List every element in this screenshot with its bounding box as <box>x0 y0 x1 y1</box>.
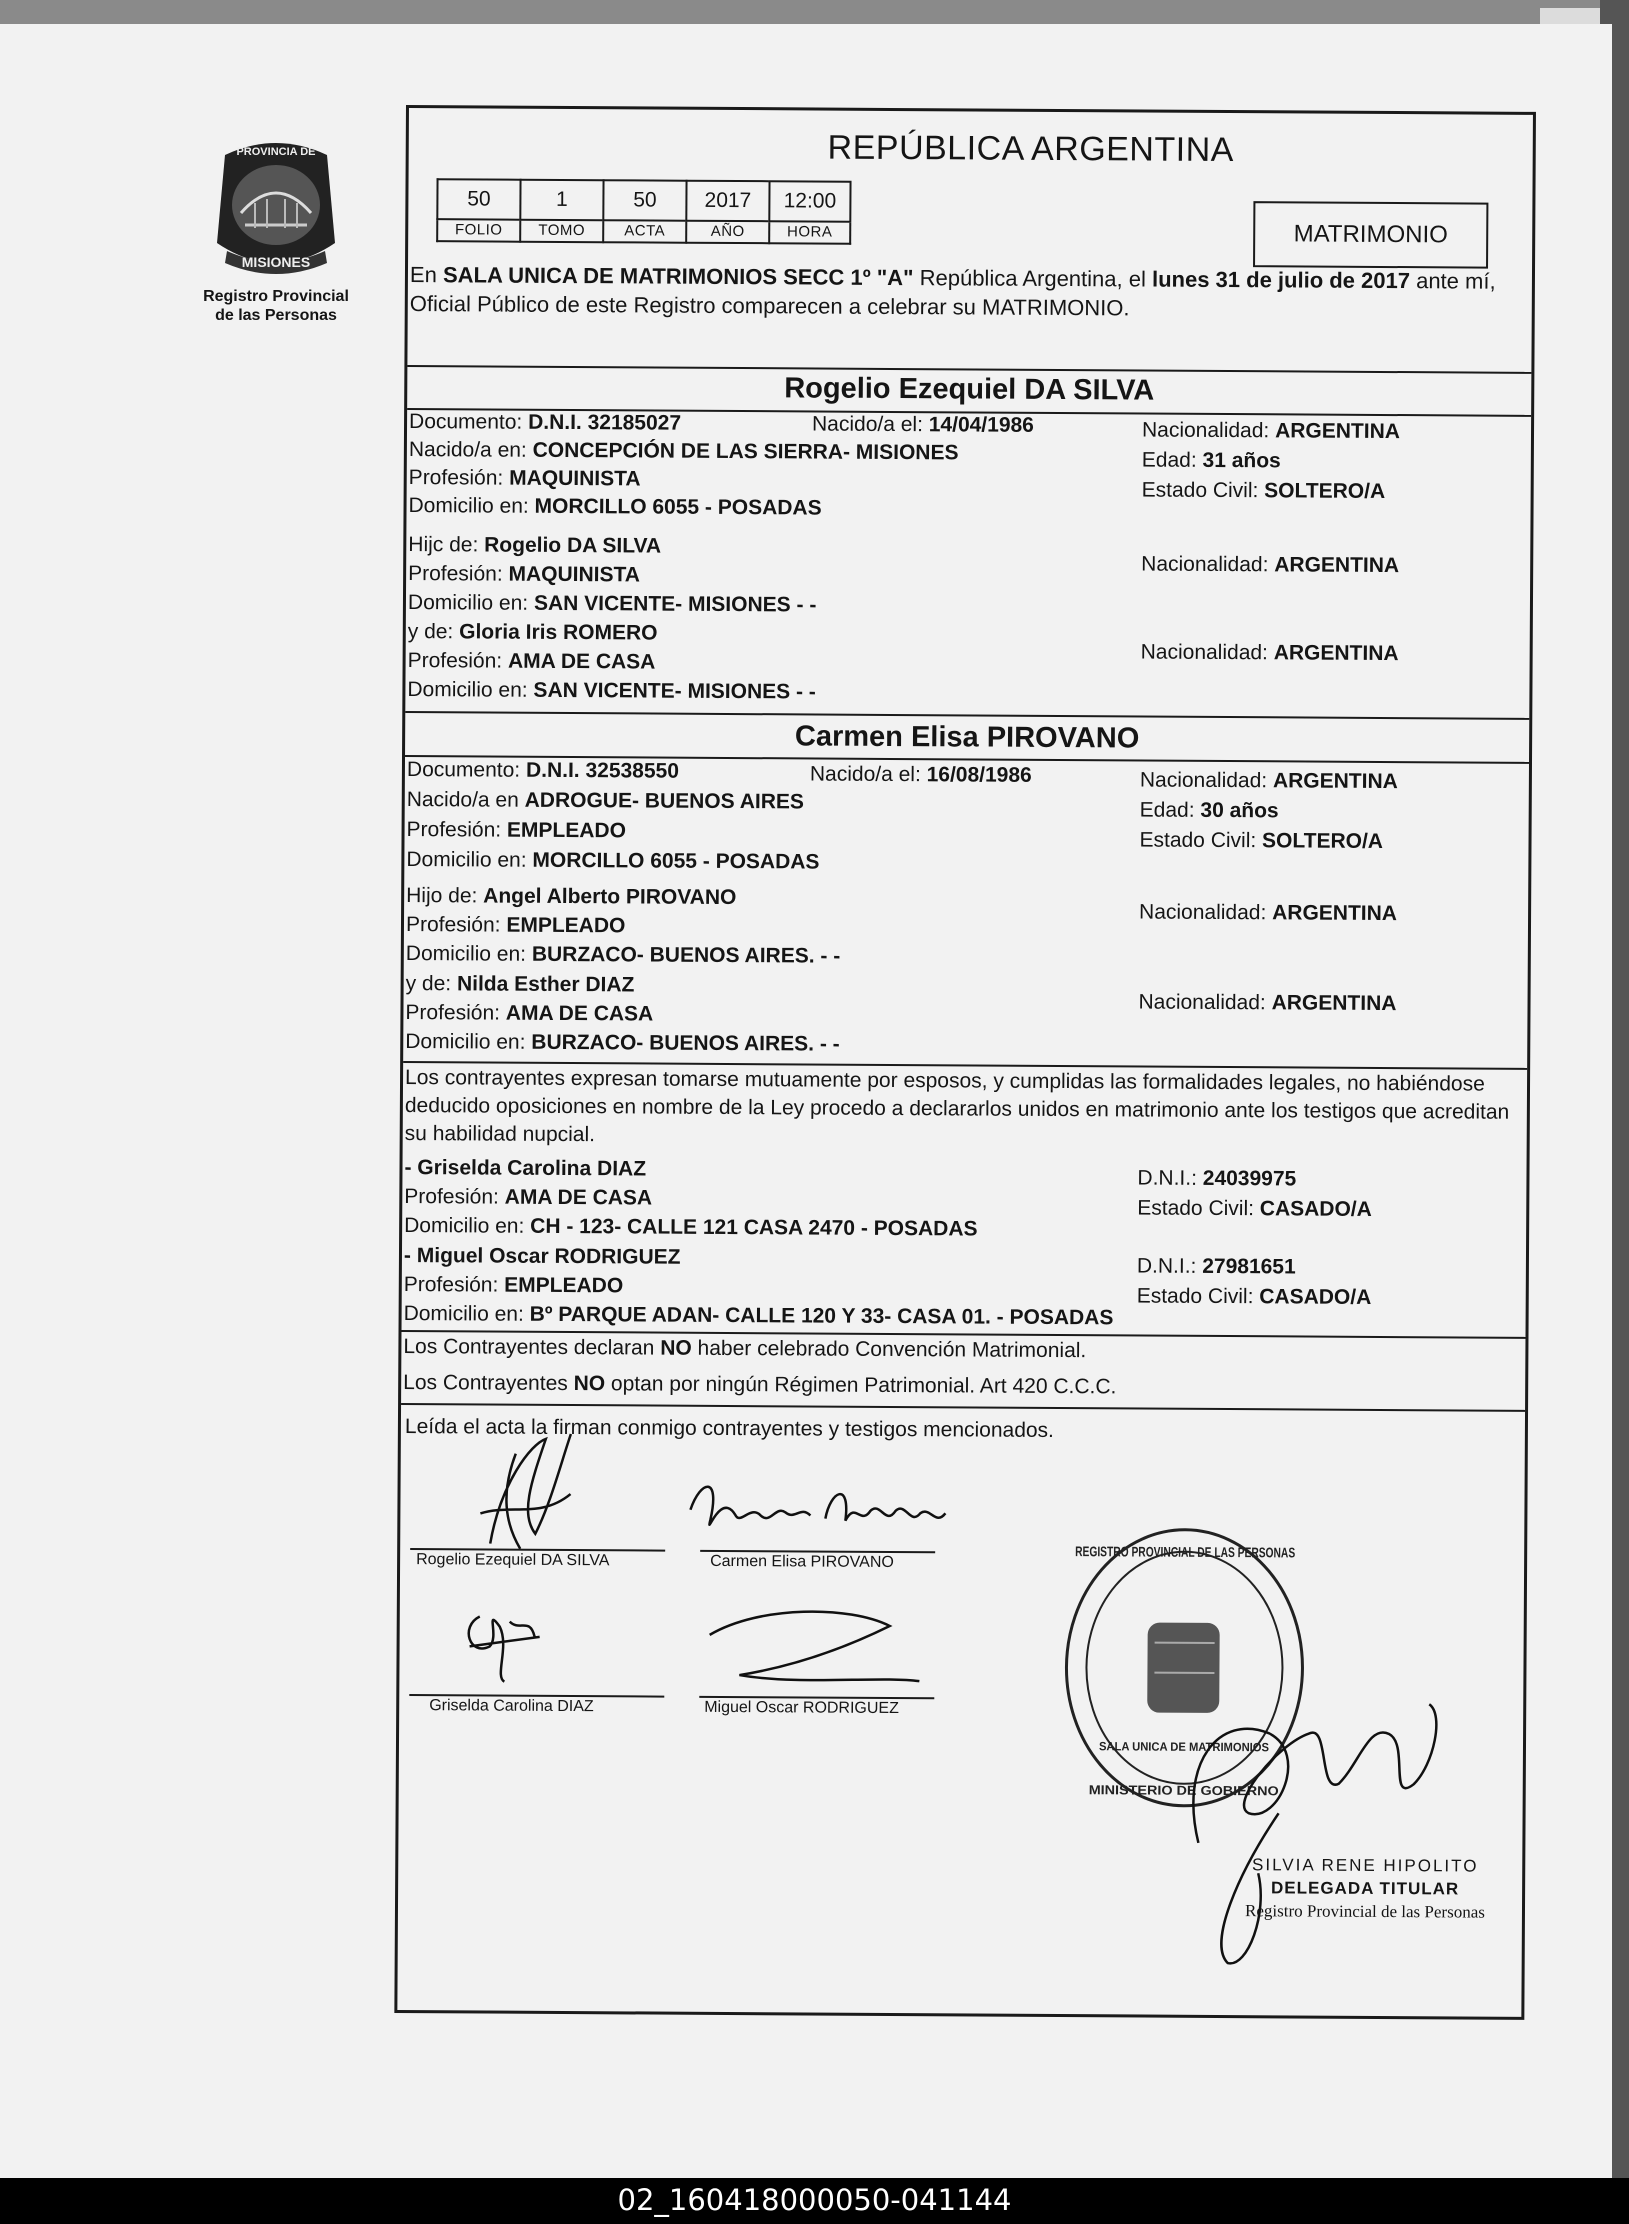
value: CASADO/A <box>1259 1197 1372 1221</box>
text: Los Contrayentes declaran <box>403 1335 661 1360</box>
signature-griselda-icon <box>439 1596 560 1687</box>
label: Profesión: <box>404 1185 505 1209</box>
intro-text: En <box>409 262 444 288</box>
value: D.N.I. 32538550 <box>525 758 680 783</box>
label: Nacionalidad: <box>1141 418 1276 443</box>
value: EMPLEADO <box>506 818 627 843</box>
signature-label-miguel: Miguel Oscar RODRIGUEZ <box>704 1698 899 1718</box>
value: D.N.I. 32185027 <box>528 410 682 435</box>
spouse1-profession <box>409 466 641 491</box>
witness2-profession <box>404 1273 624 1298</box>
spouse2-father-address <box>406 942 841 969</box>
value: ARGENTINA <box>1272 769 1398 794</box>
spouse2-birth-place <box>407 788 804 814</box>
value: 31 años <box>1202 448 1281 473</box>
label: Estado Civil: <box>1139 828 1263 853</box>
spouse1-mother-profession <box>408 649 656 675</box>
label: Profesión: <box>406 818 508 842</box>
spouse2-father <box>406 884 736 910</box>
spouse1-civil-status <box>1142 479 1386 504</box>
spouse2-mother-nationality <box>1138 990 1396 1016</box>
registry-value: 50 <box>436 178 519 221</box>
value: 24039975 <box>1202 1166 1297 1191</box>
spouse1-father <box>408 533 661 559</box>
spouse2-father-nationality <box>1139 900 1397 926</box>
text: Los Contrayentes <box>403 1371 574 1396</box>
label: Edad: <box>1141 448 1203 472</box>
seal-inner-text: SALA UNICA DE MATRIMONIOS <box>1098 1739 1282 1755</box>
spouse2-age <box>1140 798 1279 823</box>
spouse2-civil-status <box>1139 828 1383 853</box>
signature-label-carmen: Carmen Elisa PIROVANO <box>710 1552 894 1572</box>
label: Domicilio en: <box>404 1214 531 1238</box>
spouse1-mother-nationality <box>1141 640 1399 666</box>
logo-arc-top: PROVINCIA DE <box>236 146 316 158</box>
convention-line1 <box>403 1335 1086 1363</box>
value: AMA DE CASA <box>507 649 656 674</box>
label: Domicilio en: <box>408 494 535 518</box>
value: CASADO/A <box>1259 1285 1372 1309</box>
label: Estado Civil: <box>1141 478 1265 503</box>
value: ARGENTINA <box>1272 901 1398 926</box>
value: SAN VICENTE- MISIONES - - <box>533 678 816 704</box>
label: Estado Civil: <box>1137 1196 1260 1221</box>
spouse2-nationality <box>1140 768 1398 794</box>
signature-label-rogelio: Rogelio Ezequiel DA SILVA <box>416 1551 610 1570</box>
spouse1-mother-address <box>407 678 816 704</box>
spouse1-document <box>409 410 681 436</box>
value: CONCEPCIÓN DE LAS SIERRA- MISIONES <box>532 438 959 465</box>
convention-line2 <box>403 1371 1116 1399</box>
value: Bº PARQUE ADAN- CALLE 120 Y 33- CASA 01. - POSADAS <box>529 1302 1114 1330</box>
value: SAN VICENTE- MISIONES - - <box>533 591 817 617</box>
witness1-profession <box>404 1185 652 1211</box>
official-stamp <box>1230 1853 1500 1924</box>
label: Nacionalidad: <box>1139 768 1274 793</box>
label: Nacionalidad: <box>1141 552 1275 577</box>
label: D.N.I.: <box>1137 1166 1203 1190</box>
spouse2-profession <box>406 818 626 843</box>
spouse1-birth-place <box>409 438 959 465</box>
value: Angel Alberto PIROVANO <box>483 884 737 910</box>
witness1-name <box>404 1156 646 1181</box>
label: Nacionalidad: <box>1138 990 1272 1015</box>
signature-miguel-icon <box>699 1595 930 1696</box>
value: ADROGUE- BUENOS AIRES <box>524 788 804 814</box>
intro-text: ante mí, Oficial Público de este Registro comparecen a celebrar su MATRIMONIO. <box>409 268 1496 321</box>
label: Profesión: <box>405 913 507 937</box>
value: BURZACO- BUENOS AIRES. - - <box>531 942 841 968</box>
value: EMPLEADO <box>504 1273 624 1298</box>
spouse1-birth-date <box>812 412 1034 437</box>
registry-value: 2017 <box>685 180 768 223</box>
value: CH - 123- CALLE 121 CASA 2470 - POSADAS <box>530 1214 978 1241</box>
spouse2-address <box>406 848 819 875</box>
registry-hora <box>768 180 851 245</box>
spouse2-mother-profession <box>405 1001 653 1027</box>
label: Documento: <box>408 410 529 434</box>
value: ARGENTINA <box>1275 419 1401 444</box>
spouse1-mother <box>408 620 658 646</box>
closing-text: Leída el acta la firman conmigo contrayentes y testigos mencionados. <box>404 1415 1055 1442</box>
value: ARGENTINA <box>1271 991 1397 1016</box>
value: ARGENTINA <box>1274 553 1400 578</box>
spouse2-mother-address <box>405 1030 840 1057</box>
intro-date: lunes 31 de julio de 2017 <box>1151 266 1411 294</box>
spouse1-nationality <box>1142 419 1400 445</box>
witness2-dni <box>1137 1254 1296 1279</box>
label: Profesión: <box>403 1273 505 1297</box>
spouse2-name: Carmen Elisa PIROVANO <box>794 720 1140 755</box>
label: Nacido/a el: <box>811 412 929 437</box>
spouse1-name: Rogelio Ezequiel DA SILVA <box>784 372 1155 407</box>
label: Hijo de: <box>406 884 484 908</box>
seal-bottom-text: MINISTERIO DE GOBIERNO <box>1088 1782 1261 1799</box>
intro-place: SALA UNICA DE MATRIMONIOS SECC 1º "A" <box>442 262 914 291</box>
document-id: 02_160418000050-041144 <box>617 2183 1012 2217</box>
label: Hijc de: <box>408 533 485 557</box>
provincia-misiones-coat-of-arms-icon <box>205 133 347 283</box>
label: Profesión: <box>407 649 509 673</box>
witness1-civil-status <box>1137 1196 1372 1221</box>
value: MORCILLO 6055 - POSADAS <box>534 494 822 520</box>
label: Estado Civil: <box>1136 1284 1260 1309</box>
divider <box>401 1403 1525 1412</box>
declaration-paragraph: Los contrayentes expresan tomarse mutuamente por esposos, y cumplidas las formalidades legales, no habiéndose deducido oposiciones en nombre de la Ley procedo a declararlos unidos en matrimonio ante los testigos que acreditan su habilidad nupcial. <box>404 1066 1510 1147</box>
value: 16/08/1986 <box>926 763 1032 787</box>
seal-outer-text: REGISTRO PROVINCIAL DE LAS PERSONAS <box>1075 1543 1377 1561</box>
spouse2-mother <box>406 972 635 997</box>
logo-caption-line2: de las Personas <box>215 307 337 324</box>
registry-acta <box>602 179 685 244</box>
witness1-dni <box>1137 1166 1296 1191</box>
official-role: DELEGADA TITULAR <box>1270 1878 1460 1899</box>
value: 30 años <box>1200 798 1279 823</box>
label: Nacionalidad: <box>1140 640 1274 665</box>
label: Profesión: <box>408 562 509 586</box>
value: MAQUINISTA <box>508 562 641 587</box>
value: Gloria Iris ROMERO <box>459 620 658 645</box>
label: D.N.I.: <box>1136 1254 1203 1278</box>
label: y de: <box>405 972 458 996</box>
value: AMA DE CASA <box>504 1185 653 1210</box>
witness2-civil-status <box>1137 1284 1372 1309</box>
label: Domicilio en: <box>405 942 532 966</box>
value: Nilda Esther DIAZ <box>456 972 635 997</box>
official-org: Registro Provincial de las Personas <box>1244 1901 1485 1922</box>
label: Nacido/a el: <box>809 762 927 787</box>
label: y de: <box>407 620 460 644</box>
label: Profesión: <box>408 466 510 490</box>
value: SOLTERO/A <box>1264 479 1386 503</box>
value: - Griselda Carolina DIAZ <box>404 1156 647 1181</box>
label: Domicilio en: <box>406 848 533 872</box>
registry-value: 12:00 <box>768 180 851 223</box>
value: SOLTERO/A <box>1261 829 1384 853</box>
registry-label: FOLIO <box>436 220 519 243</box>
signature-label-griselda: Griselda Carolina DIAZ <box>429 1697 594 1716</box>
text: optan por ningún Régimen Patrimonial. Art 420 C.C.C. <box>605 1372 1117 1399</box>
value: EMPLEADO <box>506 913 626 938</box>
intro-text: República Argentina, el <box>913 265 1153 292</box>
value: AMA DE CASA <box>505 1001 654 1026</box>
value: MORCILLO 6055 - POSADAS <box>532 848 820 874</box>
label: Domicilio en: <box>405 1030 532 1054</box>
label: Domicilio en: <box>407 591 535 615</box>
witness2-name <box>404 1244 681 1270</box>
registry-label: TOMO <box>519 221 602 244</box>
value: - Miguel Oscar RODRIGUEZ <box>403 1244 681 1269</box>
value: 27981651 <box>1202 1254 1296 1279</box>
intro-paragraph <box>410 260 1520 325</box>
official-name: SILVIA RENE HIPOLITO <box>1251 1855 1479 1876</box>
spouse2-father-profession <box>406 913 626 938</box>
registry-label: AÑO <box>685 222 768 245</box>
text-bold: NO <box>660 1336 692 1360</box>
registry-anio <box>685 180 768 245</box>
value: BURZACO- BUENOS AIRES. - - <box>531 1030 840 1056</box>
spouse1-father-profession <box>408 562 640 587</box>
spouse1-age <box>1142 449 1281 474</box>
registry-label: ACTA <box>602 221 685 244</box>
registry-label: HORA <box>768 222 851 245</box>
value: Rogelio DA SILVA <box>484 533 662 558</box>
label: Nacionalidad: <box>1139 900 1273 925</box>
witness1-address <box>404 1214 978 1242</box>
document-type-badge: MATRIMONIO <box>1253 201 1488 268</box>
registry-table <box>436 178 851 245</box>
registry-value: 1 <box>519 179 602 222</box>
label: Nacido/a en: <box>408 438 533 462</box>
signature-rogelio-icon <box>460 1423 581 1554</box>
label: Documento: <box>406 758 527 782</box>
spouse1-father-nationality <box>1141 552 1399 578</box>
label: Profesión: <box>405 1001 506 1025</box>
value: ARGENTINA <box>1273 641 1399 666</box>
witness2-address <box>404 1302 1114 1330</box>
label: Domicilio en: <box>403 1302 530 1326</box>
value: MAQUINISTA <box>509 466 641 491</box>
label: Nacido/a en <box>406 788 525 812</box>
text: haber celebrado Convención Matrimonial. <box>691 1336 1087 1363</box>
label: Domicilio en: <box>407 678 534 702</box>
logo-caption-line1: Registro Provincial <box>203 288 349 305</box>
registry-folio <box>436 178 519 243</box>
value: 14/04/1986 <box>928 413 1034 437</box>
spouse2-birth-date <box>810 762 1032 787</box>
spouse2-document <box>407 758 679 784</box>
signature-carmen-icon <box>680 1470 1040 1552</box>
spouse1-address <box>408 494 821 521</box>
certificate-frame <box>394 105 1536 2020</box>
registry-value: 50 <box>602 179 685 222</box>
registry-tomo <box>519 179 602 244</box>
spouse1-father-address <box>408 591 817 617</box>
page-title: REPÚBLICA ARGENTINA <box>827 128 1234 170</box>
text-bold: NO <box>573 1372 606 1396</box>
logo-caption <box>180 287 372 325</box>
logo-arc-bottom: MISIONES <box>241 254 311 270</box>
label: Edad: <box>1139 798 1201 822</box>
